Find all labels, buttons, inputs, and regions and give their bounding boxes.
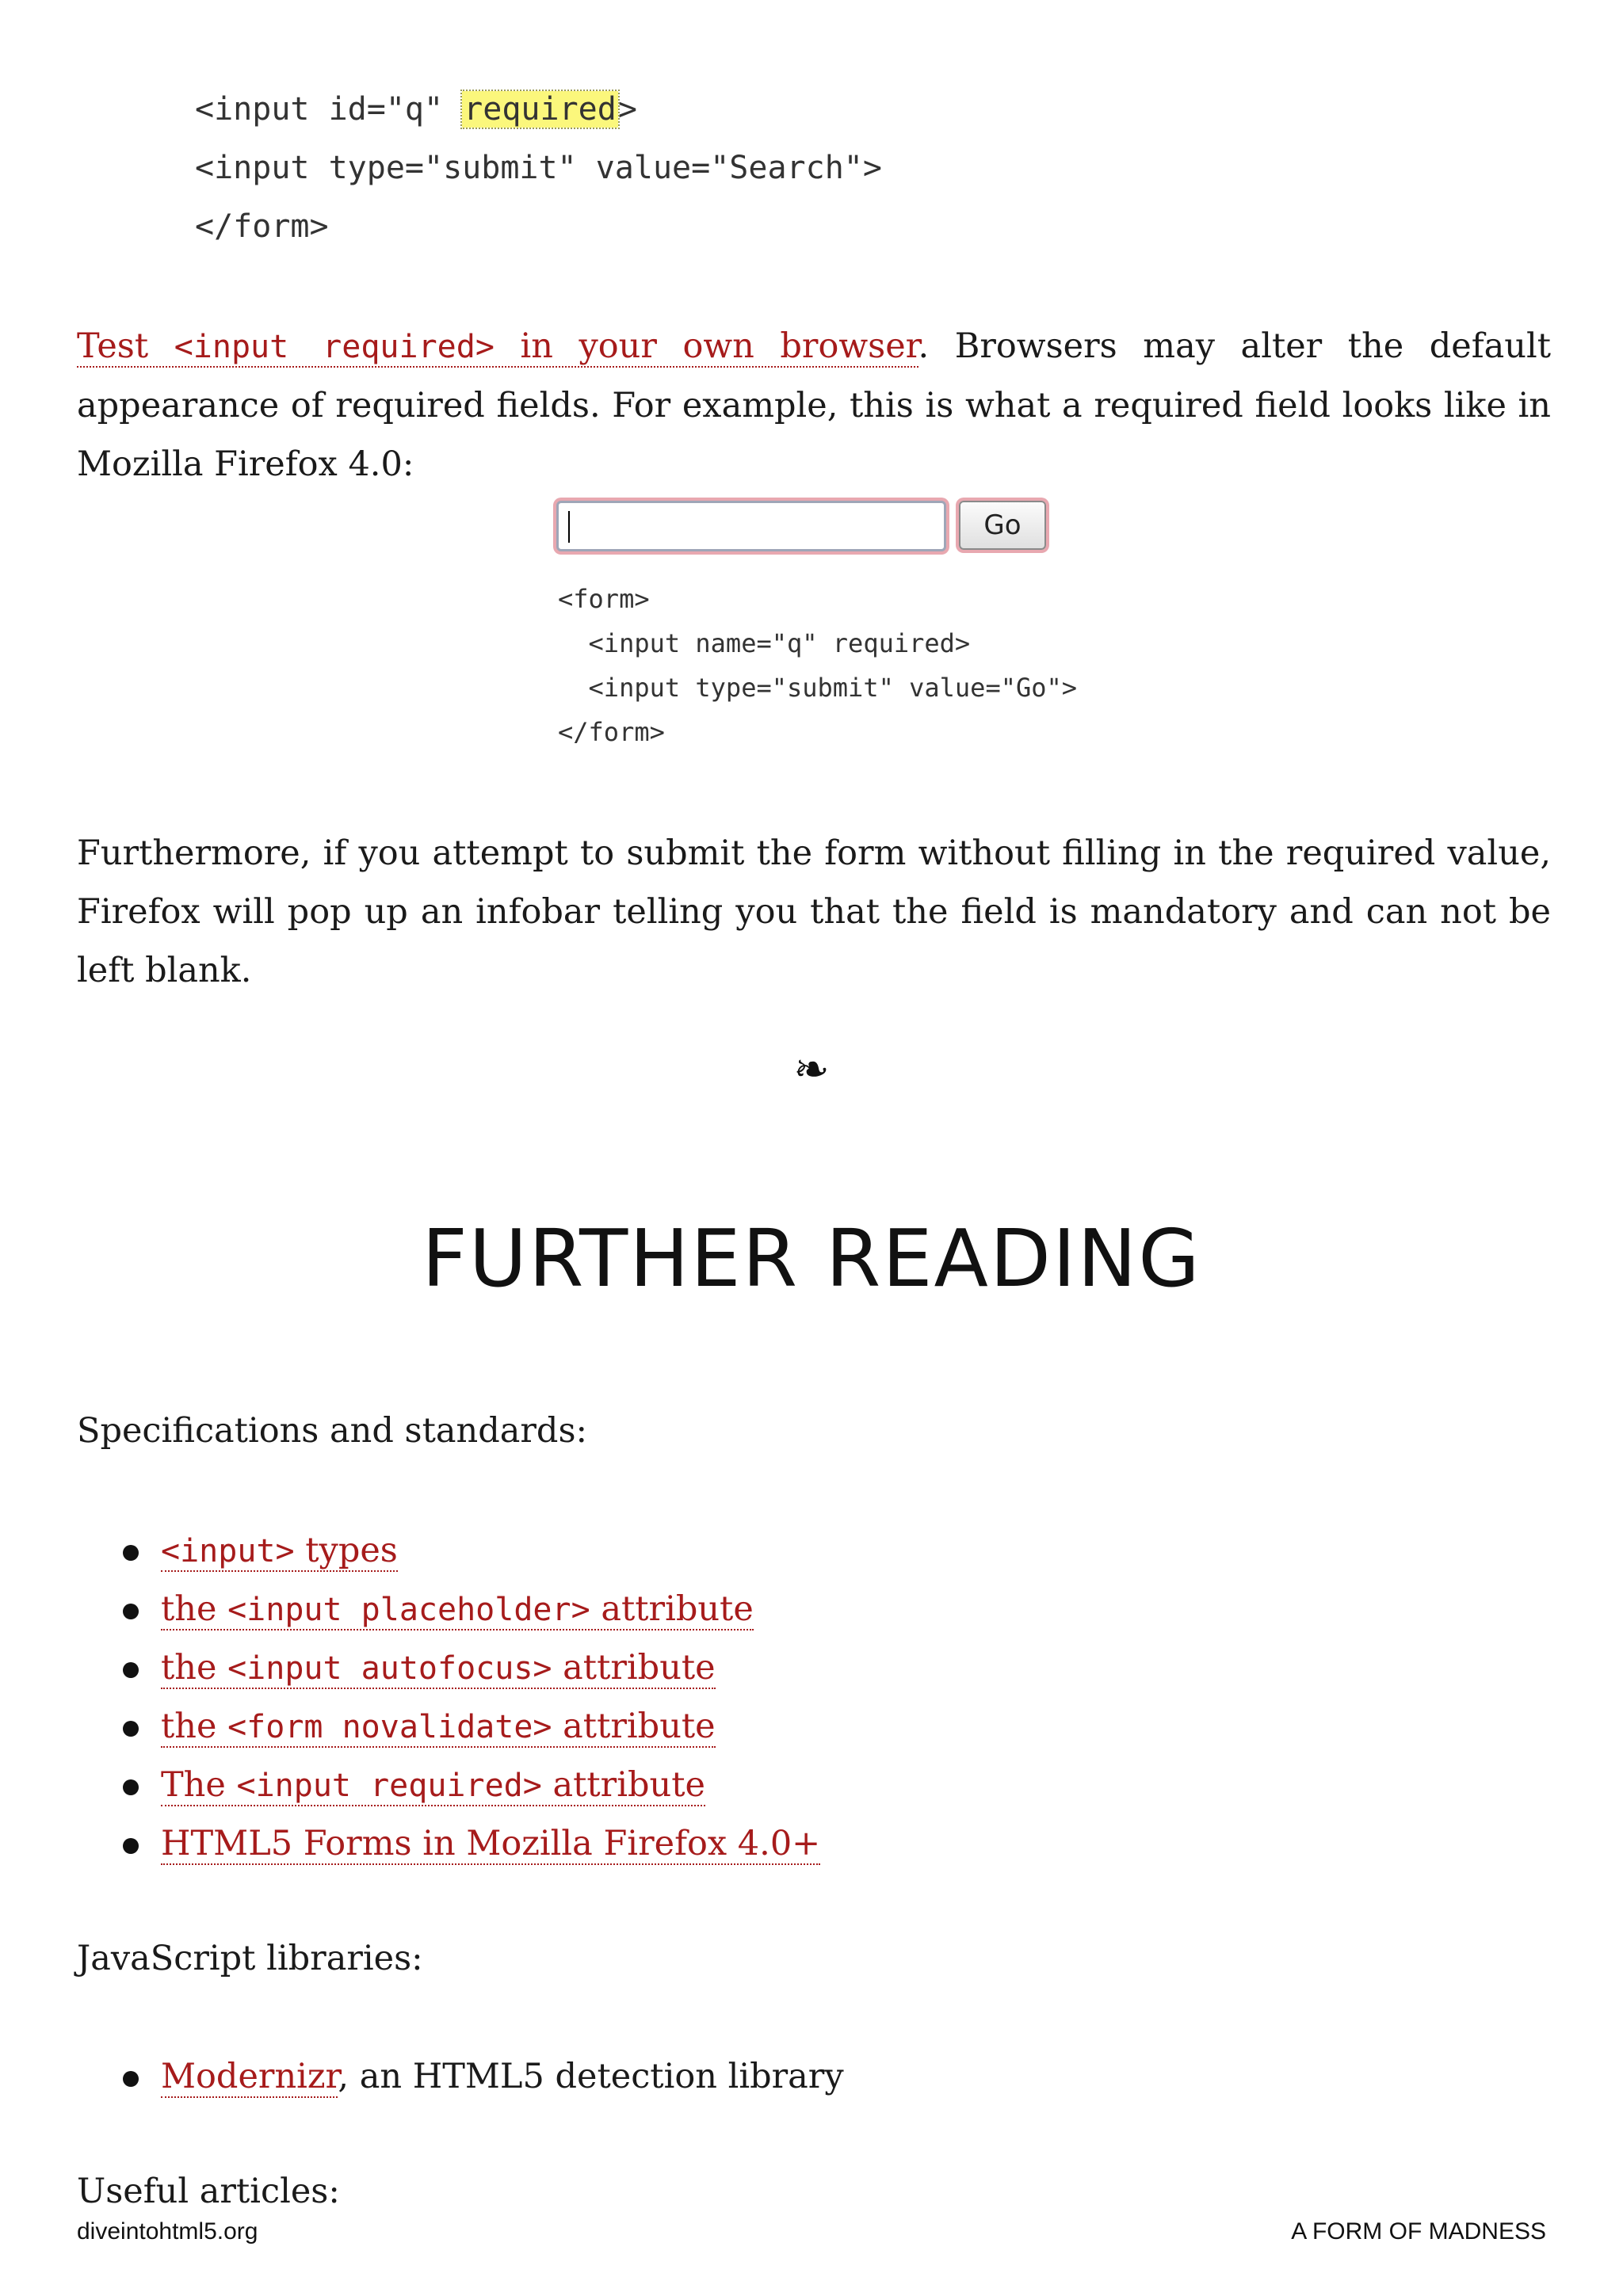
firefox-forms-link[interactable] [161, 1824, 820, 1865]
link-text: Test [77, 326, 174, 366]
code-line-1 [195, 86, 882, 144]
js-libraries-label: JavaScript libraries: [77, 1939, 423, 1978]
list-item [77, 1580, 820, 1638]
placeholder-attribute-link[interactable] [161, 1589, 754, 1630]
list-item [77, 1697, 820, 1756]
firefox-required-field-figure [553, 490, 1092, 759]
code-text: <input id="q" [195, 91, 463, 128]
bullet [123, 1838, 139, 1854]
code-block [195, 86, 882, 261]
bullet [123, 1604, 139, 1619]
link-text: attribute [541, 1765, 705, 1805]
link-text: attribute [552, 1707, 716, 1746]
required-attribute-link[interactable] [161, 1765, 705, 1806]
figure-code-line: <input type="submit" value="Go"> [558, 673, 1078, 703]
example-go-button: Go [959, 501, 1046, 550]
list-item [77, 2047, 844, 2106]
code-line-2: <input type="submit" value="Search"> [195, 150, 882, 186]
link-text: attribute [552, 1648, 716, 1688]
figure-code [558, 577, 1077, 754]
js-list [77, 2047, 844, 2106]
modernizr-link[interactable]: Modernizr [161, 2057, 338, 2096]
test-required-link[interactable] [77, 326, 918, 368]
paragraph-required-intro [77, 317, 1551, 494]
link-code: <input placeholder> [227, 1592, 590, 1628]
specs-list [77, 1521, 820, 1873]
link-code: <input required> [236, 1768, 542, 1804]
code-line-3: </form> [195, 208, 329, 245]
link-code: <input> [161, 1533, 295, 1569]
link-text: the [161, 1648, 228, 1688]
bullet [123, 1779, 139, 1795]
link-code: <input autofocus> [227, 1650, 552, 1687]
list-item [77, 1814, 820, 1873]
link-text: in your own browser [494, 326, 918, 366]
list-item-text: , an HTML5 detection library [338, 2057, 844, 2096]
input-types-link[interactable] [161, 1531, 398, 1572]
bullet [123, 1721, 139, 1737]
list-item [77, 1756, 820, 1814]
code-text: > [617, 91, 637, 128]
footer-chapter-title: A FORM OF MADNESS [1291, 2218, 1546, 2245]
specs-label: Specifications and standards: [77, 1411, 588, 1451]
paragraph-infobar: Furthermore, if you attempt to submit the form without filling in the required value, Firefox will pop up an infobar telling you that the field is mandatory and can not be left blank. [77, 833, 1551, 990]
paragraph-text: . Browsers may alter the default appearance of required fields. For example, this is what a required field looks like in Mozilla Firefox 4.0: [77, 326, 1552, 484]
code-highlight: required [464, 91, 617, 128]
link-text: The [161, 1765, 237, 1805]
link-code: <form novalidate> [227, 1709, 552, 1745]
link-text: attribute [590, 1589, 754, 1629]
bullet [123, 1662, 139, 1678]
fleuron-ornament: ❧ [793, 1044, 830, 1094]
link-text: HTML5 Forms in Mozilla Firefox 4.0+ [161, 1824, 821, 1863]
bullet [123, 1545, 139, 1561]
figure-code-line: <input name="q" required> [558, 628, 971, 658]
list-item [77, 1638, 820, 1697]
novalidate-attribute-link[interactable] [161, 1707, 716, 1748]
section-heading: FURTHER READING [422, 1212, 1201, 1305]
autofocus-attribute-link[interactable] [161, 1648, 716, 1689]
example-required-input [556, 501, 946, 551]
link-text: the [161, 1707, 228, 1746]
figure-code-line: </form> [558, 717, 665, 747]
list-item [77, 1521, 820, 1580]
bullet [123, 2071, 139, 2087]
footer-site: diveintohtml5.org [77, 2218, 258, 2245]
figure-code-line: <form> [558, 584, 650, 614]
link-code: <input required> [174, 329, 495, 365]
useful-articles-label: Useful articles: [77, 2172, 340, 2211]
link-text: types [294, 1531, 398, 1570]
text-caret [568, 511, 570, 543]
link-text: the [161, 1589, 228, 1629]
